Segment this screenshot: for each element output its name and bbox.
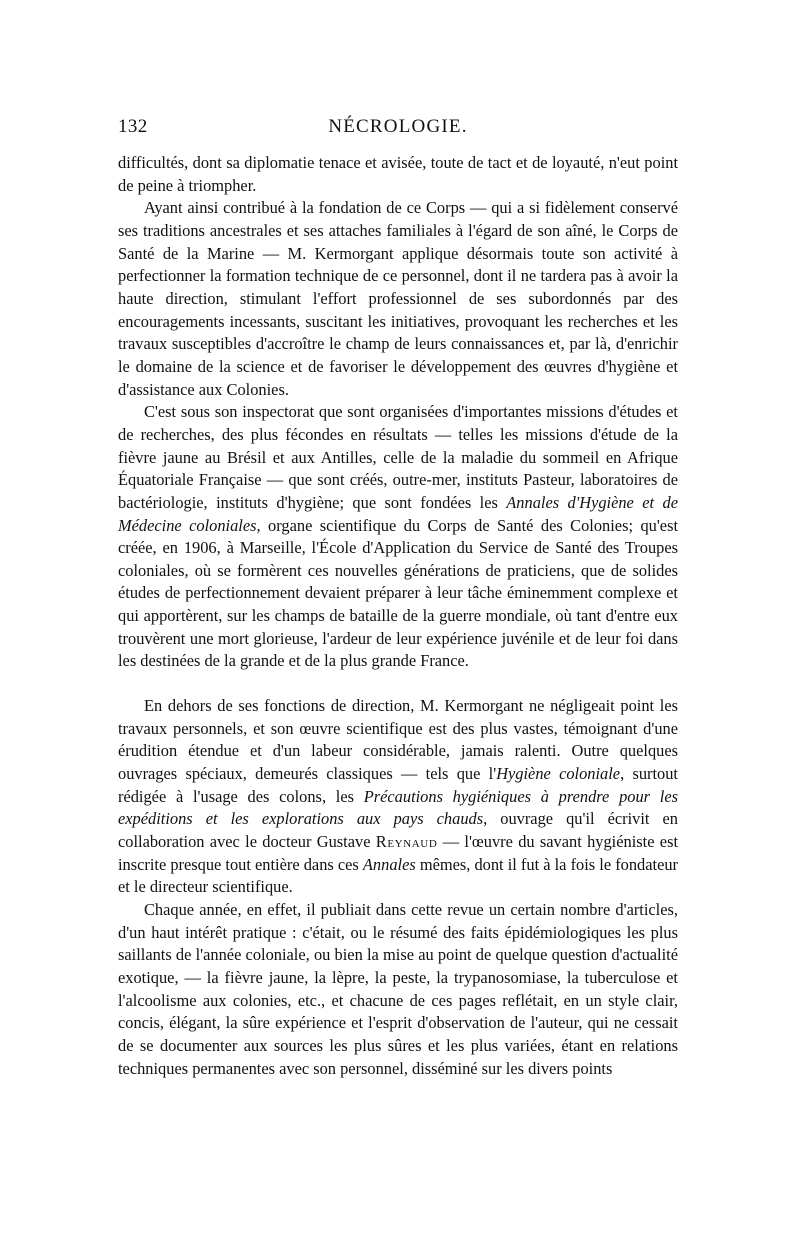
text-segment: — l'œuvre du savant hygiéniste est inscrite presque tout entière dans ces xyxy=(118,832,678,874)
book-page xyxy=(118,116,678,1080)
paragraph-articles: Chaque année, en effet, il publiait dans cette revue un certain nombre d'articles, d'un haut intérêt pratique : c'était, ou le résumé des faits épidémiologiques les plus saillants de l'année coloniale, ou bien la mise au point de quelque question d'actualité exotique, — la fièvre jaune, la lèpre, la peste, la trypanosomiase, la tuberculose et l'alcoolisme aux colonies, etc., et chacune de ces pages reflétait, en un style clair, concis, élégant, la sûre expérience et l'esprit d'observation de l'auteur, qui ne cessait de se documenter aux sources les plus sûres et les plus variées, étant en relations techniques permanentes avec son personnel, disséminé sur les divers points xyxy=(118,900,678,1078)
text-segment: mêmes, dont il fut à la fois le fondateur et le directeur scientifique. xyxy=(118,854,678,897)
page-header xyxy=(118,116,678,146)
page-number: 132 xyxy=(118,116,148,137)
running-title: NÉCROLOGIE. xyxy=(328,116,468,137)
text-segment: , surtout rédigée à l'usage des colons, les xyxy=(118,764,678,806)
paragraph-continuation: difficultés, dont sa diplomatie tenace et avisée, toute de tact et de loyauté, n'eut point de peine à triompher. xyxy=(118,153,678,195)
paragraph-travaux-personnels xyxy=(118,695,678,899)
text-segment: C'est sous son inspectorat que sont organisées d'importantes missions d'études et de recherches, des plus fécondes en résultats — telles les missions d'étude de la fièvre jaune au Brésil et aux Antilles, celle de la maladie du sommeil en Afrique Équatoriale Française — que sont créés, outre-mer, instituts Pasteur, laboratoires de bactériologie, instituts d'hygiène; que sont fondées les xyxy=(118,402,678,512)
text-segment: En dehors de ses fonctions de direction, M. Kermorgant ne négligeait point les travaux personnels, et son œuvre scientifique est des plus vastes, témoignant d'une érudition étendue et d'un labeur considérable, jamais ralenti. Outre quelques ouvrages spéciaux, demeurés classiques — tels que l' xyxy=(118,696,678,784)
text-segment: , organe scientifique du Corps de Santé des Colonies; qu'est créée, en 1906, à Marseille, l'École d'Application du Service de Santé des Troupes coloniales, où se formèrent ces nouvelles générations de praticiens, que de solides études de perfectionnement devaient préparer à leur tâche éminemment complexe et qui apportèrent, sur les champs de bataille de la guerre mondiale, où tant d'entre eux trouvèrent une mort glorieuse, l'ardeur de leur expérience juvénile et de leur foi dans les destinées de la grande et de la plus grande France. xyxy=(118,515,679,671)
journal-title: Annales xyxy=(362,854,416,874)
author-name: Reynaud xyxy=(375,832,438,852)
book-title: Hygiène coloniale xyxy=(496,764,621,784)
journal-title: Annales d'Hygiène et de Médecine coloniales xyxy=(118,492,678,535)
paragraph-inspectorat xyxy=(118,401,678,673)
paragraph-corps-de-sante: Ayant ainsi contribué à la fondation de ce Corps — qui a si fidèlement conservé ses traditions ancestrales et ses attaches familiales à l'égard de son aîné, le Corps de Santé de la Marine — M. Kermorgant applique désormais toute son activité à perfectionner la formation technique de ce personnel, dont il ne tardera pas à avoir la haute direction, stimulant l'effort professionnel de ses subordonnés par des encouragements incessants, suscitant les initiatives, provoquant les recherches et les travaux susceptibles d'accroître le champ de leurs connaissances et, par là, d'enrichir le domaine de la science et de favoriser le développement des œuvres d'hygiène et d'assistance aux Colonies. xyxy=(118,198,678,399)
book-title: Précautions hygiéniques à prendre pour les expéditions et les explorations aux pays chauds xyxy=(118,786,678,829)
text-segment: , ouvrage qu'il écrivit en collaboration avec le docteur Gustave xyxy=(118,809,678,852)
